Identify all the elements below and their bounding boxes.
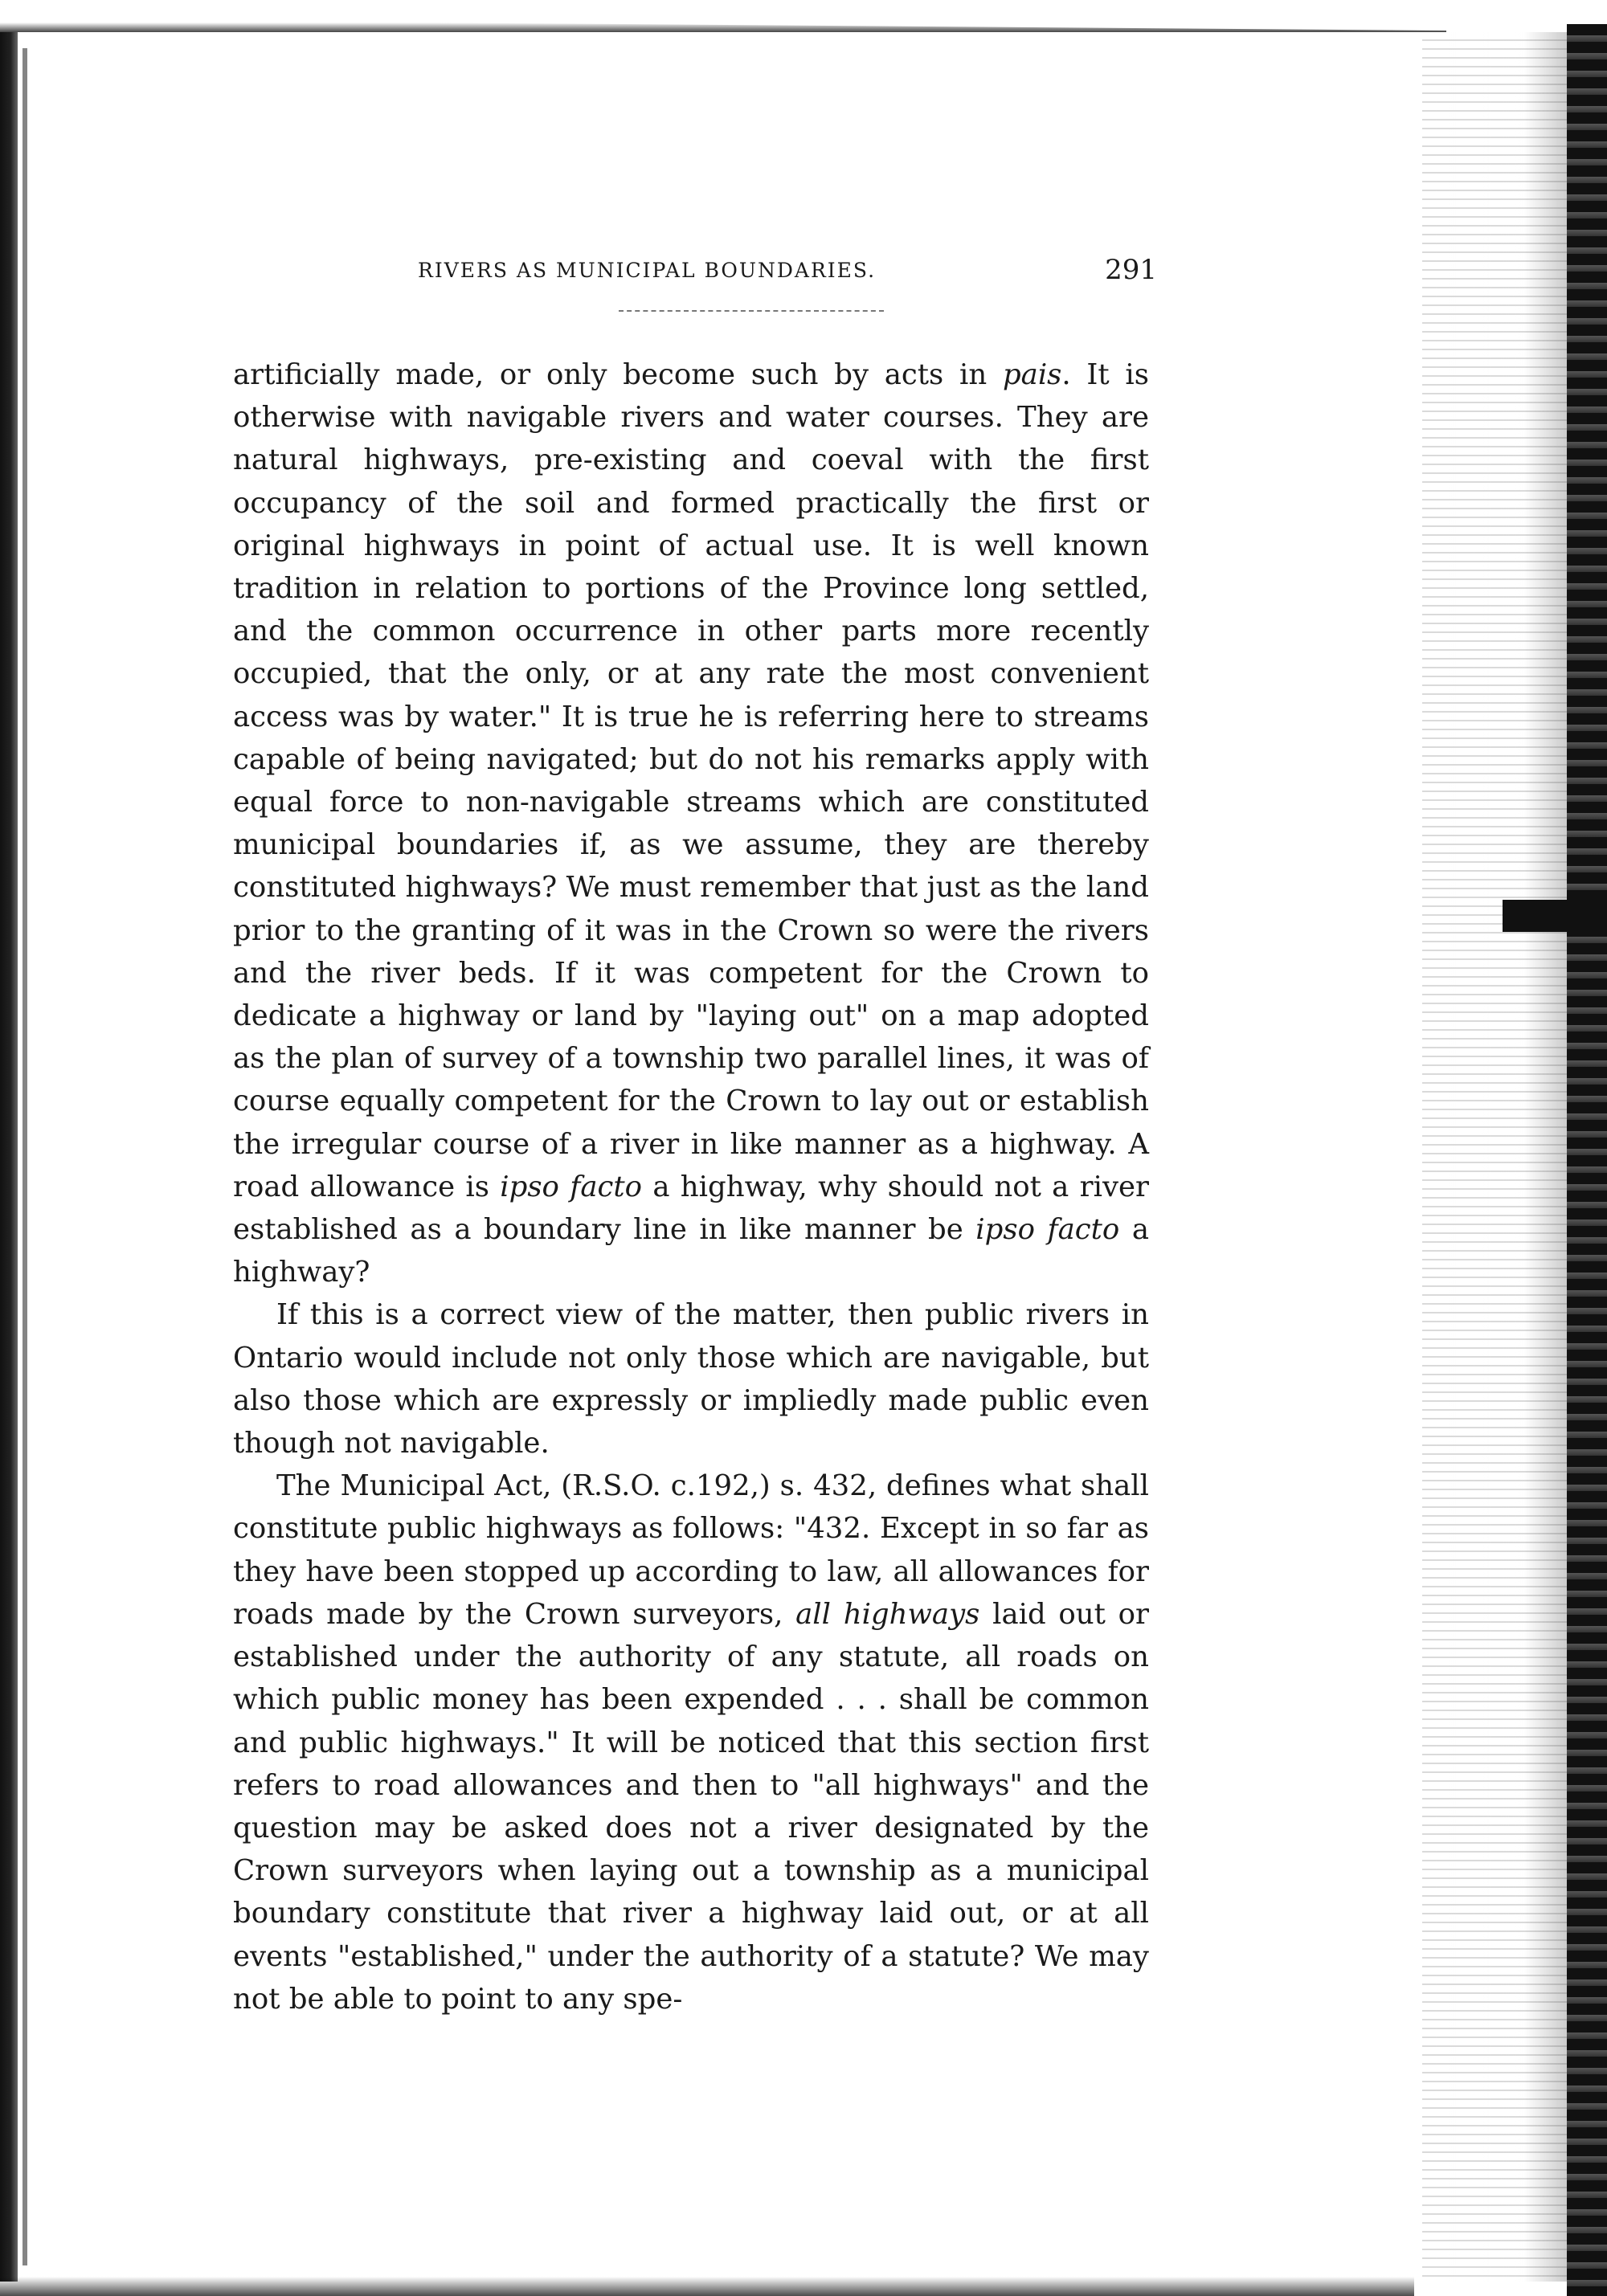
body-text [233, 353, 1149, 2020]
paragraph-1-italic-a: pais [1002, 358, 1062, 391]
scan-edge-left [0, 32, 18, 2282]
scan-edge-right [1567, 24, 1607, 2296]
paragraph-3-text-b: laid out or established under the authority of any statute, all roads on which public money has been expended . . . shall be common and public highways." It will be noticed that this section first refers to road allowances and then to "all highways" and the question may be asked does not a river designated by the Crown surveyors when laying out a township as a municipal boundary constitute that river a highway laid out, or at all events "established," under the authority of a statute? We may not be able to point to any spe- [233, 1597, 1150, 2016]
paragraph-3-text-a: The Municipal Act, (R.S.O. c.192,) s. 432, defines what shall constitute public highways as follows: "432. Except in so far as they have been stopped up according to law, all allowances for roads made by the Crown surveyors, [233, 1469, 1149, 1631]
paragraph-1-text-c: a highway, why should not a river established as a boundary line in like manner be [233, 1170, 1149, 1247]
page-header [418, 254, 1157, 291]
paragraph-2: If this is a correct view of the matter, then public rivers in Ontario would include not only those which are navigable, but also those which are expressly or impliedly made public even though not navigable. [233, 1298, 1149, 1461]
paragraph-1-text-a: artificially made, or only become such by acts in [233, 358, 1003, 391]
paragraph-1-text-b: . It is otherwise with navigable rivers and water courses. They are natural highways, pre-existing and coeval with the first occupancy of the soil and formed practically the first or original highways in point of actual use. It is well known tradition in relation to portions of the Province long settled, and the common occurrence in other parts more recently occupied, that the only, or at any rate the most convenient access was by water." It is true he is referring here to streams capable of being navigated; but do not his remarks apply with equal force to non-navigable streams which are constituted municipal boundaries if, as we assume, they are thereby constituted highways? We must remember that just as the land prior to the granting of it was in the Crown so were the rivers and the river beds. If it was competent for the Crown to dedicate a highway or land by "laying out" on a map adopted as the plan of survey of a township two parallel lines, it was of course equally competent for the Crown to lay out or establish the irregular course of a river in like manner as a highway. A road allowance is [233, 358, 1149, 1203]
page-number: 291 [1105, 254, 1157, 286]
header-rule [619, 310, 884, 312]
scan-edge-top [0, 0, 1446, 32]
paragraph-3 [233, 1465, 1149, 2020]
running-title: RIVERS AS MUNICIPAL BOUNDARIES. [418, 259, 877, 282]
paragraph-3-italic-a: all highways [795, 1597, 980, 1631]
scan-edge-left-inner [22, 48, 27, 2265]
paragraph-1-italic-c: ipso facto [975, 1213, 1120, 1247]
paragraph-1 [233, 353, 1149, 1293]
paragraph-1-text-d: a highway? [233, 1213, 1150, 1289]
scan-edge-right-speckle [1422, 32, 1567, 2282]
scan-edge-right-mark [1503, 900, 1607, 932]
scan-edge-bottom [0, 2277, 1414, 2296]
paragraph-1-italic-b: ipso facto [500, 1170, 643, 1203]
